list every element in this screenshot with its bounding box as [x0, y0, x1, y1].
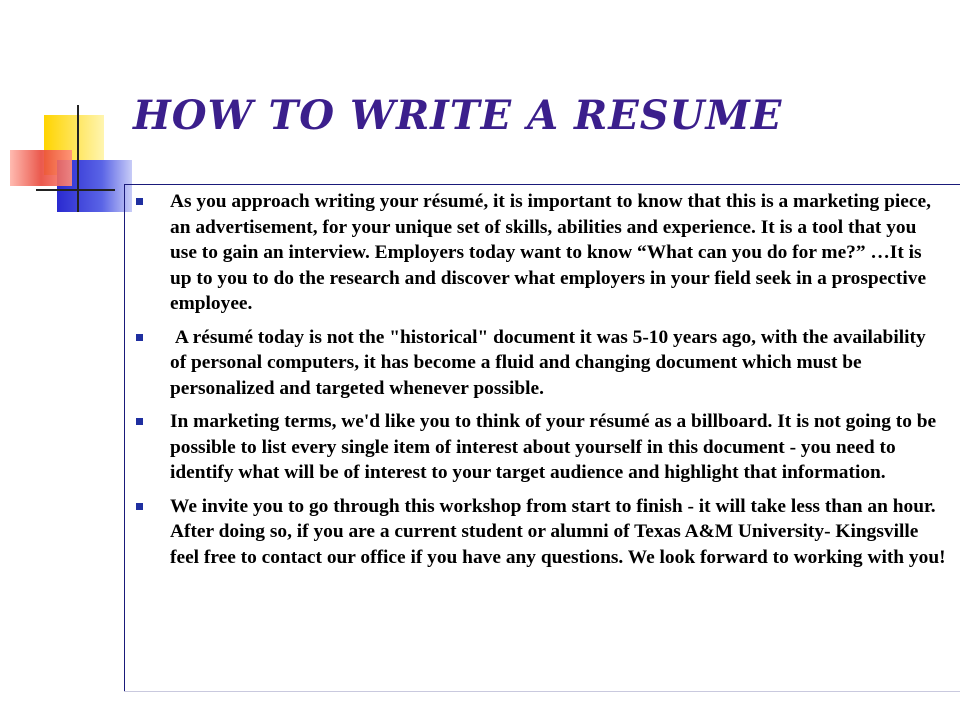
square-bullet-icon [136, 418, 143, 425]
square-bullet-icon [136, 503, 143, 510]
bullet-text: A résumé today is not the "historical" document it was 5-10 years ago, with the availability of personal computers, it has become a fluid and changing document which must be personalized and targeted whenever possible. [170, 326, 931, 399]
square-bullet-icon [136, 198, 143, 205]
bullet-item [134, 189, 946, 317]
bullet-text: In marketing terms, we'd like you to think of your résumé as a billboard. It is not going to be possible to list every single item of interest about yourself in this document - you need to identify what will be of interest to your target audience and highlight that information. [170, 411, 937, 483]
decorative-corner-graphic [0, 0, 140, 220]
content-frame-left-line [124, 184, 125, 692]
content-frame-top-line [124, 184, 960, 185]
bullet-item [134, 325, 946, 402]
bullet-text: We invite you to go through this workshop from start to finish - it will take less than an hour. After doing so, if you are a current student or alumni of Texas A&M University- Kingsville feel free to contact our office if you have any questions. We look forward to working with you! [170, 495, 946, 568]
slide-title: HOW TO WRITE A RESUME [133, 92, 783, 139]
content-frame-bottom-line [124, 691, 960, 692]
bullet-list [134, 189, 946, 578]
bullet-item [134, 409, 946, 486]
bullet-item [134, 494, 946, 571]
square-bullet-icon [136, 334, 143, 341]
deco-red-square [10, 150, 72, 186]
bullet-text: As you approach writing your résumé, it is important to know that this is a marketing piece, an advertisement, for your unique set of skills, abilities and experience. It is a tool that you use to gain an interview. Employers today want to know “What can you do for me?” …It is up to you to do the research and discover what employers in your field seek in a prospective employee. [170, 191, 931, 314]
